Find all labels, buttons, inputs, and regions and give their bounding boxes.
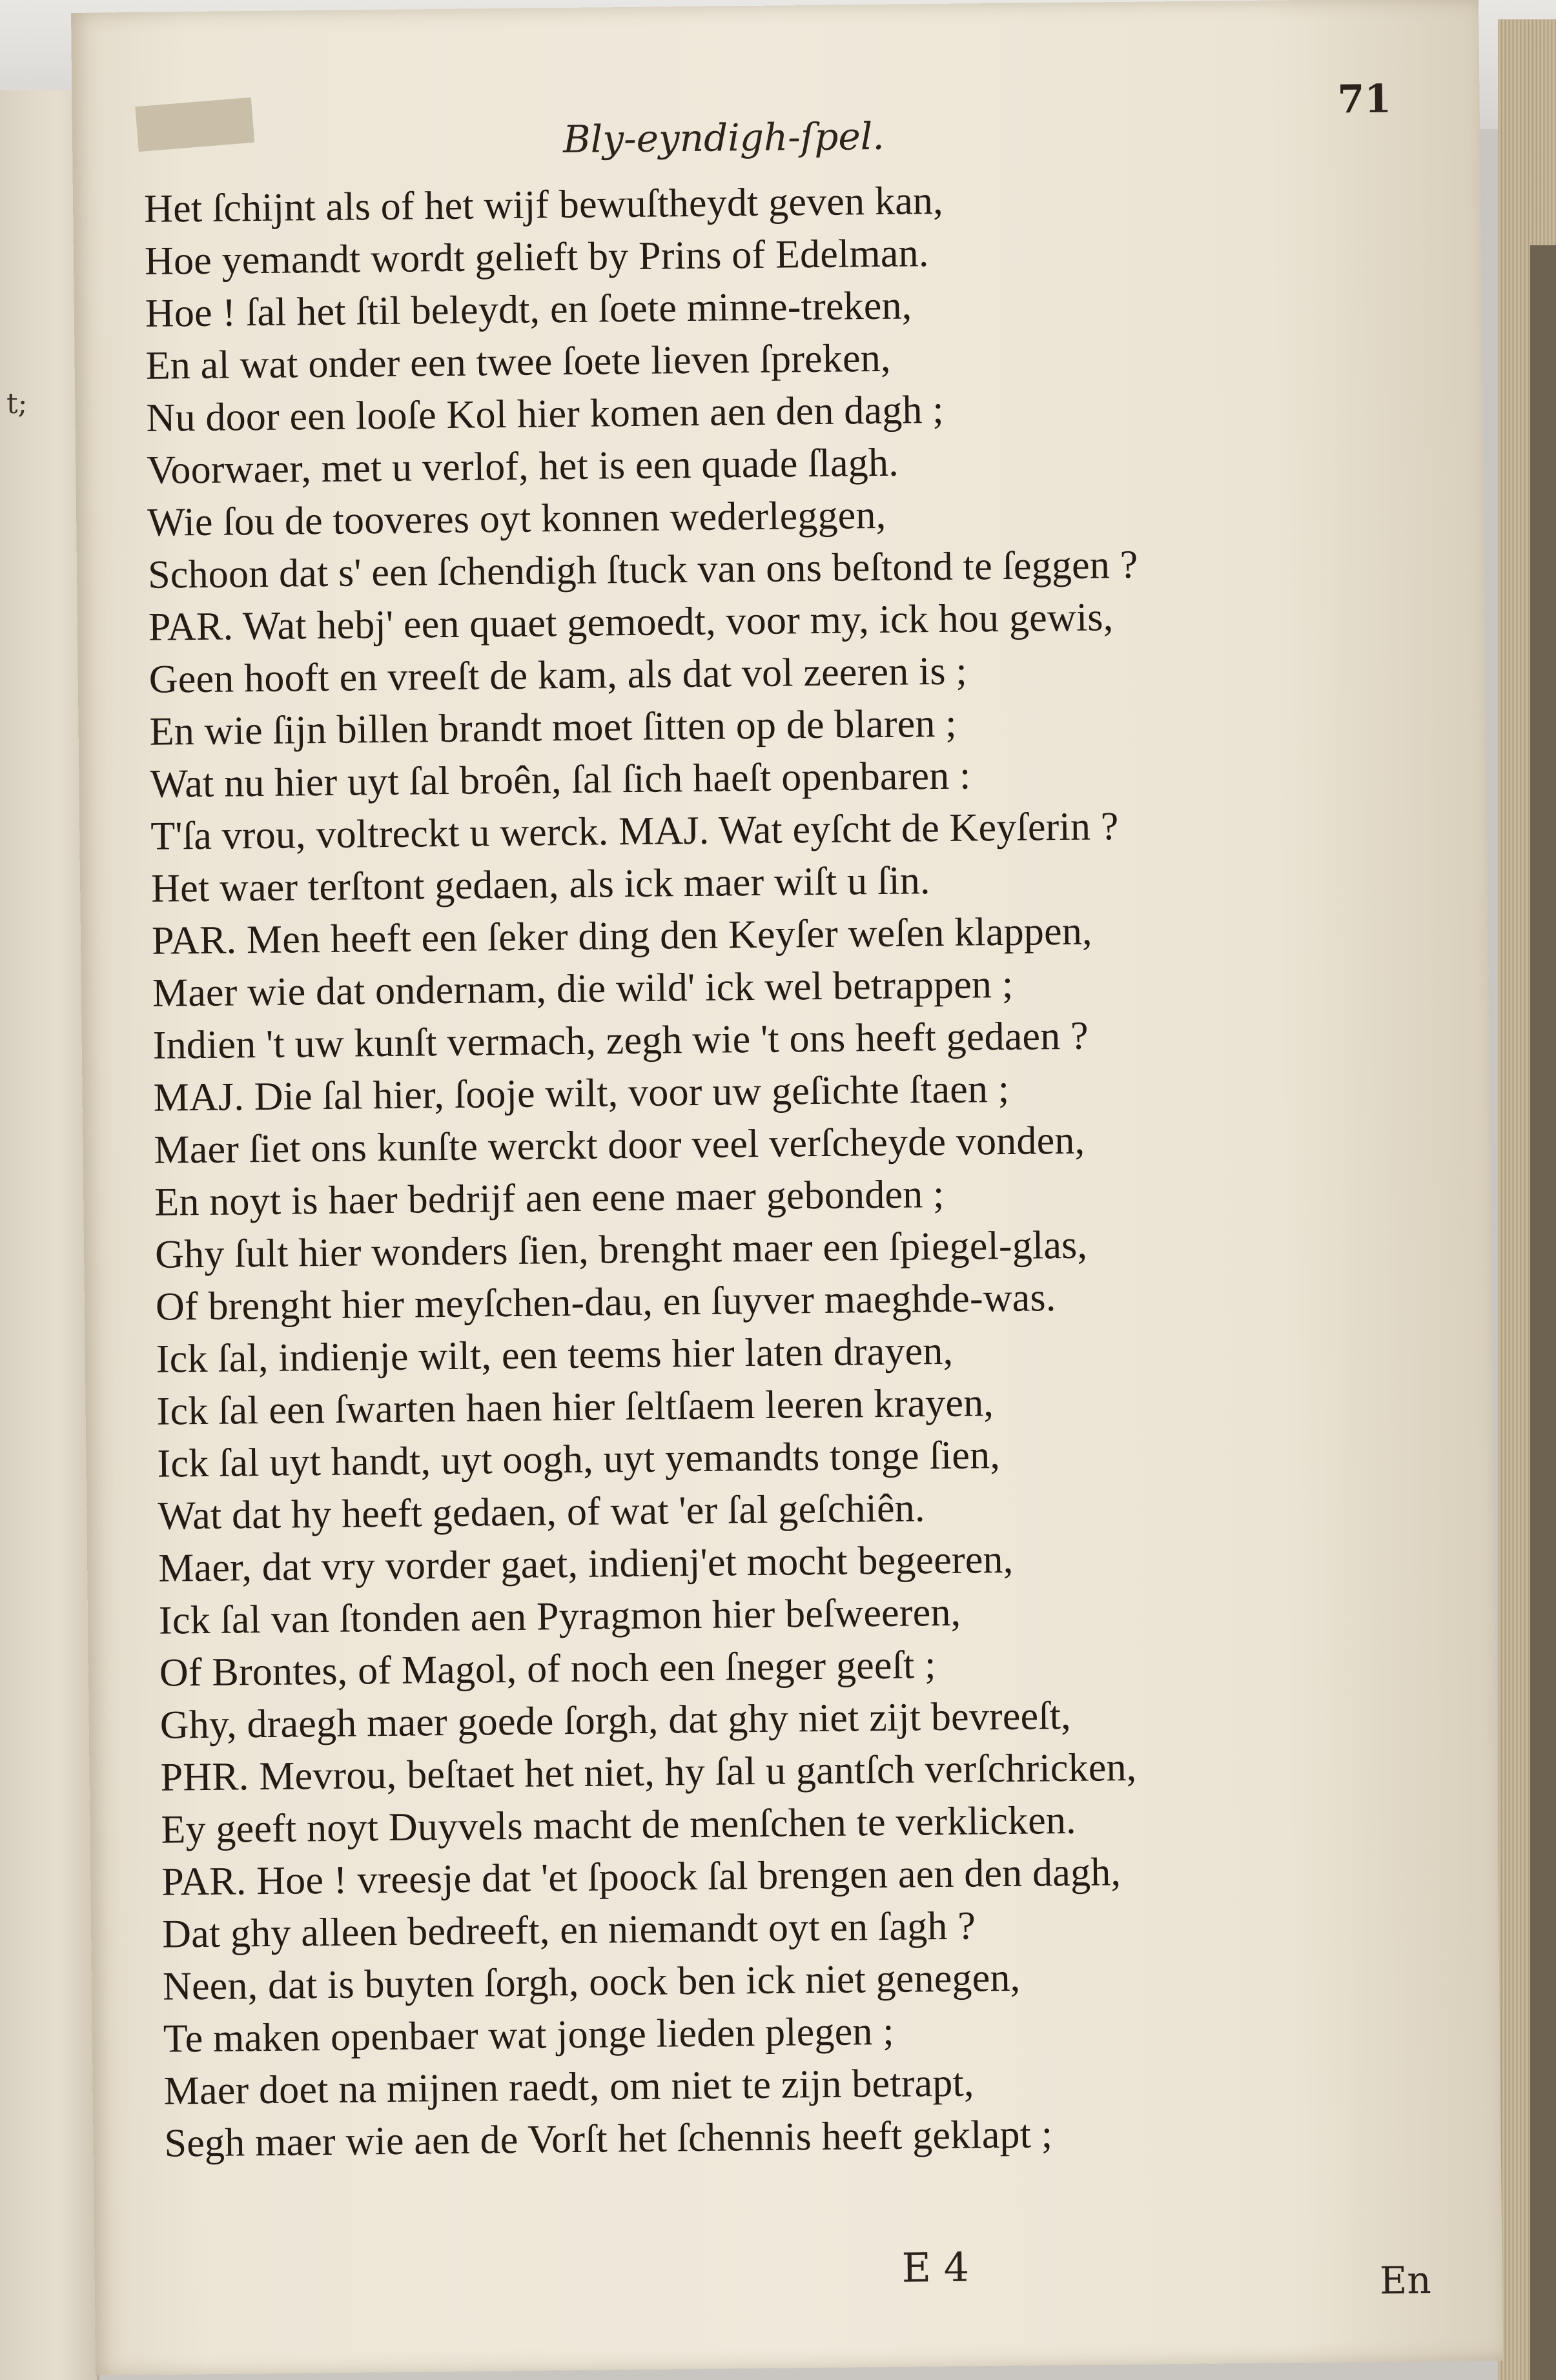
verse-line: PHR. Mevrou, beſtaet het niet, hy ſal u gantſch verſchricken, [160, 1745, 1137, 1800]
book-page [71, 0, 1503, 2375]
verse-line: Indien 't uw kunſt vermach, zegh wie 't ons heeft gedaen ? [152, 1013, 1089, 1068]
signature-mark: E 4 [901, 2243, 970, 2292]
left-page-margin-marks: t; [6, 387, 28, 420]
verse-line: Voorwaer, met u verlof, het is een quade ſlagh. [147, 440, 899, 493]
verse-line: MAJ. Die ſal hier, ſooje wilt, voor uw geſichte ſtaen ; [153, 1066, 1010, 1120]
verse-line: Ick ſal een ſwarten haen hier ſeltſaem leeren krayen, [156, 1381, 994, 1434]
book-cover-edge [1530, 245, 1556, 2380]
verse-line: Segh maer wie aen de Vorſt het ſchennis heeft geklapt ; [164, 2112, 1053, 2166]
catchword: En [1379, 2258, 1431, 2303]
verse-line: PAR. Wat hebj' een quaet gemoedt, voor my, ick hou gewis, [148, 595, 1114, 649]
verse-line: Neen, dat is buyten ſorgh, oock ben ick niet genegen, [162, 1955, 1021, 2009]
verse-line: Wie ſou de tooveres oyt konnen wederleggen, [147, 493, 886, 545]
verse-line: Wat dat hy heeft gedaen, of wat 'er ſal geſchiên. [158, 1486, 925, 1538]
verse-text-block [144, 170, 1456, 2170]
verse-line: Nu door een looſe Kol hier komen aen den dagh ; [146, 387, 945, 440]
page-number: 71 [1337, 76, 1392, 123]
verse-line: PAR. Hoe ! vreesje dat 'et ſpoock ſal brengen aen den dagh, [161, 1850, 1121, 1904]
verse-line: Maer ſiet ons kunſte werckt door veel verſcheyde vonden, [154, 1118, 1085, 1172]
verse-line: Ghy, draegh maer goede ſorgh, dat ghy niet zijt bevreeſt, [159, 1693, 1072, 1747]
running-head: Bly-eyndigh-ſpel. [562, 114, 885, 162]
verse-line: Wat nu hier uyt ſal broên, ſal ſich haeſt openbaren : [150, 753, 971, 806]
verse-line: Ick ſal uyt handt, uyt oogh, uyt yemandts tonge ſien, [157, 1433, 1001, 1486]
verse-line: T'ſa vrou, voltreckt u werck. MAJ. Wat eyſcht de Keyſerin ? [150, 804, 1119, 859]
verse-line: En wie ſijn billen brandt moet ſitten op de blaren ; [149, 701, 957, 754]
verse-line: PAR. Men heeft een ſeker ding den Keyſer weſen klappen, [151, 909, 1092, 963]
verse-line: Maer, dat vry vorder gaet, indienj'et mocht begeeren, [158, 1537, 1014, 1591]
verse-line: Ghy ſult hier wonders ſien, brenght maer een ſpiegel-glas, [154, 1223, 1088, 1277]
verse-line: Hoe ! ſal het ſtil beleydt, en ſoete minne-treken, [145, 283, 912, 336]
verse-line: Maer doet na mijnen raedt, om niet te zijn betrapt, [163, 2060, 974, 2113]
verse-line: Ick ſal, indienje wilt, een teems hier laten drayen, [156, 1328, 954, 1381]
paper-tab [135, 97, 254, 152]
verse-line: Of Brontes, of Magol, of noch een ſneger geeſt ; [159, 1643, 936, 1695]
verse-line: Te maken openbaer wat jonge lieden plegen ; [163, 2009, 895, 2061]
verse-line: Ey geeft noyt Duyvels macht de menſchen te verklicken. [161, 1798, 1077, 1852]
verse-line: En al wat onder een twee ſoete lieven ſpreken, [145, 336, 891, 388]
verse-line: Ick ſal van ſtonden aen Pyragmon hier beſweeren, [158, 1590, 961, 1643]
verse-line: Het ſchijnt als of het wijf bewuſtheydt geven kan, [143, 178, 944, 231]
verse-line: Maer wie dat ondernam, die wild' ick wel betrappen ; [152, 962, 1014, 1015]
verse-line: En noyt is haer bedrijf aen eene maer gebonden ; [154, 1172, 945, 1225]
verse-line: Hoe yemandt wordt gelieft by Prins of Edelman. [144, 231, 929, 283]
verse-line: Geen hooft en vreeſt de kam, als dat vol zeeren is ; [148, 649, 968, 702]
verse-line: Schoon dat s' een ſchendigh ſtuck van ons beſtond te ſeggen ? [147, 542, 1138, 597]
verse-line: Het waer terſtont gedaen, als ick maer wiſt u ſin. [150, 859, 931, 911]
verse-line: Dat ghy alleen bedreeft, en niemandt oyt en ſagh ? [161, 1904, 976, 1957]
verse-line: Of brenght hier meyſchen-dau, en ſuyver maeghde-was. [155, 1276, 1056, 1329]
